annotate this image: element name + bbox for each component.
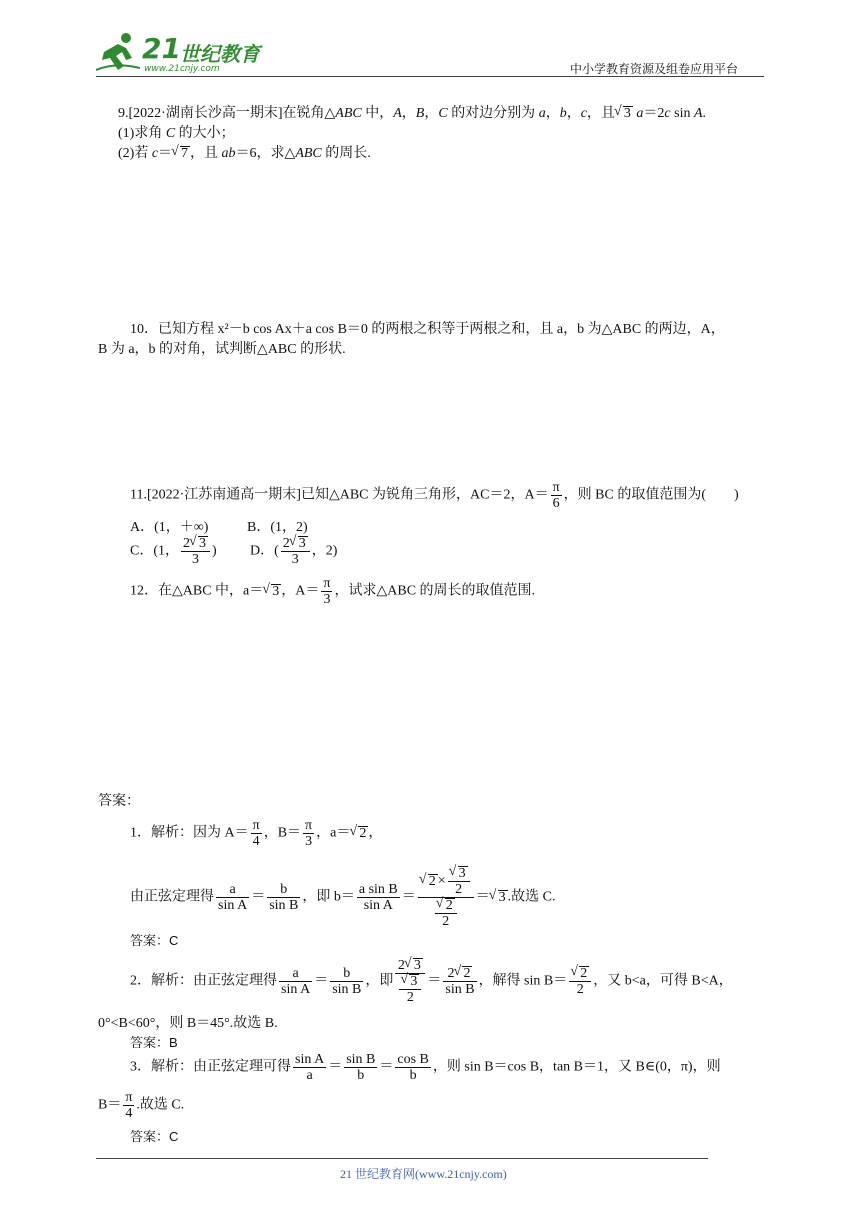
fraction: $\frac{\pi}{6}$ bbox=[552, 480, 560, 511]
answer-3-line2: B＝ $\frac{\pi}{4}$ .故选 C. bbox=[98, 1090, 185, 1121]
runner-logo-icon bbox=[96, 30, 140, 74]
header-rule bbox=[96, 76, 764, 77]
q11-option-b: B．(1，2) bbox=[247, 520, 308, 535]
nested-fraction: √ 2 × √ $\frac{3}{2}$ √ $\frac{2}{2}$ bbox=[418, 866, 474, 929]
platform-title: 中小学教育资源及组卷应用平台 bbox=[570, 62, 739, 76]
answer-2-line2: 0°<B<60°，则 B＝45°.故选 B. bbox=[98, 1016, 278, 1031]
q11-option-a: A．(1，＋∞) bbox=[130, 520, 209, 535]
logo-cn: 世纪教育 bbox=[180, 42, 260, 66]
answer-3-line1: 3．解析：由正弦定理可得 $\frac{\text{sin A}}{a}$ ＝ $\frac{\text{sin B}}{b}$ ＝ $\frac{\text{cos B}}{b}$ ，则 sin B＝cos B，tan B＝1，又 B∈(0，π)，则 bbox=[130, 1052, 721, 1083]
answer-2-line1: 2．解析：由正弦定理得 $\frac{a}{\text{sin A}}$ ＝ $\frac{b}{\text{sin B}}$ ，即 2√ 3 √ $\frac{3}{2}$ ＝ $\frac{2√ 2}{\text{sin B}}$ ，解得 sin B＝ √ $\frac{2}{2}$ ，又 b<a，可得 B<A， bbox=[130, 958, 733, 1005]
sqrt3: √ 3 bbox=[623, 106, 633, 121]
q9-part1: (1)求角 C 的大小； bbox=[118, 126, 235, 141]
footer-rule bbox=[96, 1158, 708, 1159]
q11-option-d: D．( $\frac{2√ 3}{3}$ ，2) bbox=[250, 536, 337, 567]
answer-1-result: 答案：C bbox=[130, 933, 179, 948]
q10-line2: B 为 a，b 的对角，试判断△ABC 的形状. bbox=[98, 342, 346, 357]
q11-stem: 11.[2022·江苏南通高一期末]已知△ABC 为锐角三角形，AC＝2，A＝ $\frac{\pi}{6}$ ，则 BC 的取值范围为( ) bbox=[130, 480, 739, 511]
footer-link[interactable]: 21 世纪教育网(www.21cnjy.com) bbox=[340, 1167, 507, 1181]
answer-1-line1: 1．解析：因为 A＝ $\frac{\pi}{4}$ ，B＝ $\frac{\pi}{3}$ ，a＝√ 2 ， bbox=[130, 818, 382, 849]
site-logo bbox=[96, 30, 266, 74]
q12-stem: 12．在△ABC 中，a＝√ 3 ，A＝ $\frac{\pi}{3}$ ，试求△ABC 的周长的取值范围. bbox=[130, 576, 535, 607]
logo-number: 21 bbox=[142, 32, 181, 65]
logo-url: www.21cnjy.com bbox=[144, 64, 220, 74]
answer-2-result: 答案：B bbox=[130, 1035, 178, 1050]
q11-option-c: C．(1， $\frac{2√ 3}{3}$ ) bbox=[130, 536, 217, 567]
answer-1-line2: 由正弦定理得 $\frac{a}{\text{sin A}}$ ＝ $\frac{b}{\text{sin B}}$ ，即 b＝ $\frac{\text{a sin B}}{\text{sin A}}$ ＝ √ 2 × √ $\frac{3}{2}$ √ $\frac{2}{2}$ ＝√ 3 .故选 C. bbox=[130, 866, 556, 929]
q9-stem: 9.[2022·湖南长沙高一期末]在锐角△ABC 中，A，B，C 的对边分别为 a，b，c，且√ 3 a＝2c sin A. bbox=[118, 102, 706, 122]
answer-3-result: 答案：C bbox=[130, 1129, 179, 1144]
q9-part2: (2)若 c＝√ 7 ，且 ab＝6，求△ABC 的周长. bbox=[118, 142, 371, 162]
q10-line1: 10．已知方程 x²－b cos Ax＋a cos B＝0 的两根之积等于两根之和，且 a，b 为△ABC 的两边，A， bbox=[130, 322, 725, 337]
answers-heading: 答案： bbox=[98, 794, 140, 809]
